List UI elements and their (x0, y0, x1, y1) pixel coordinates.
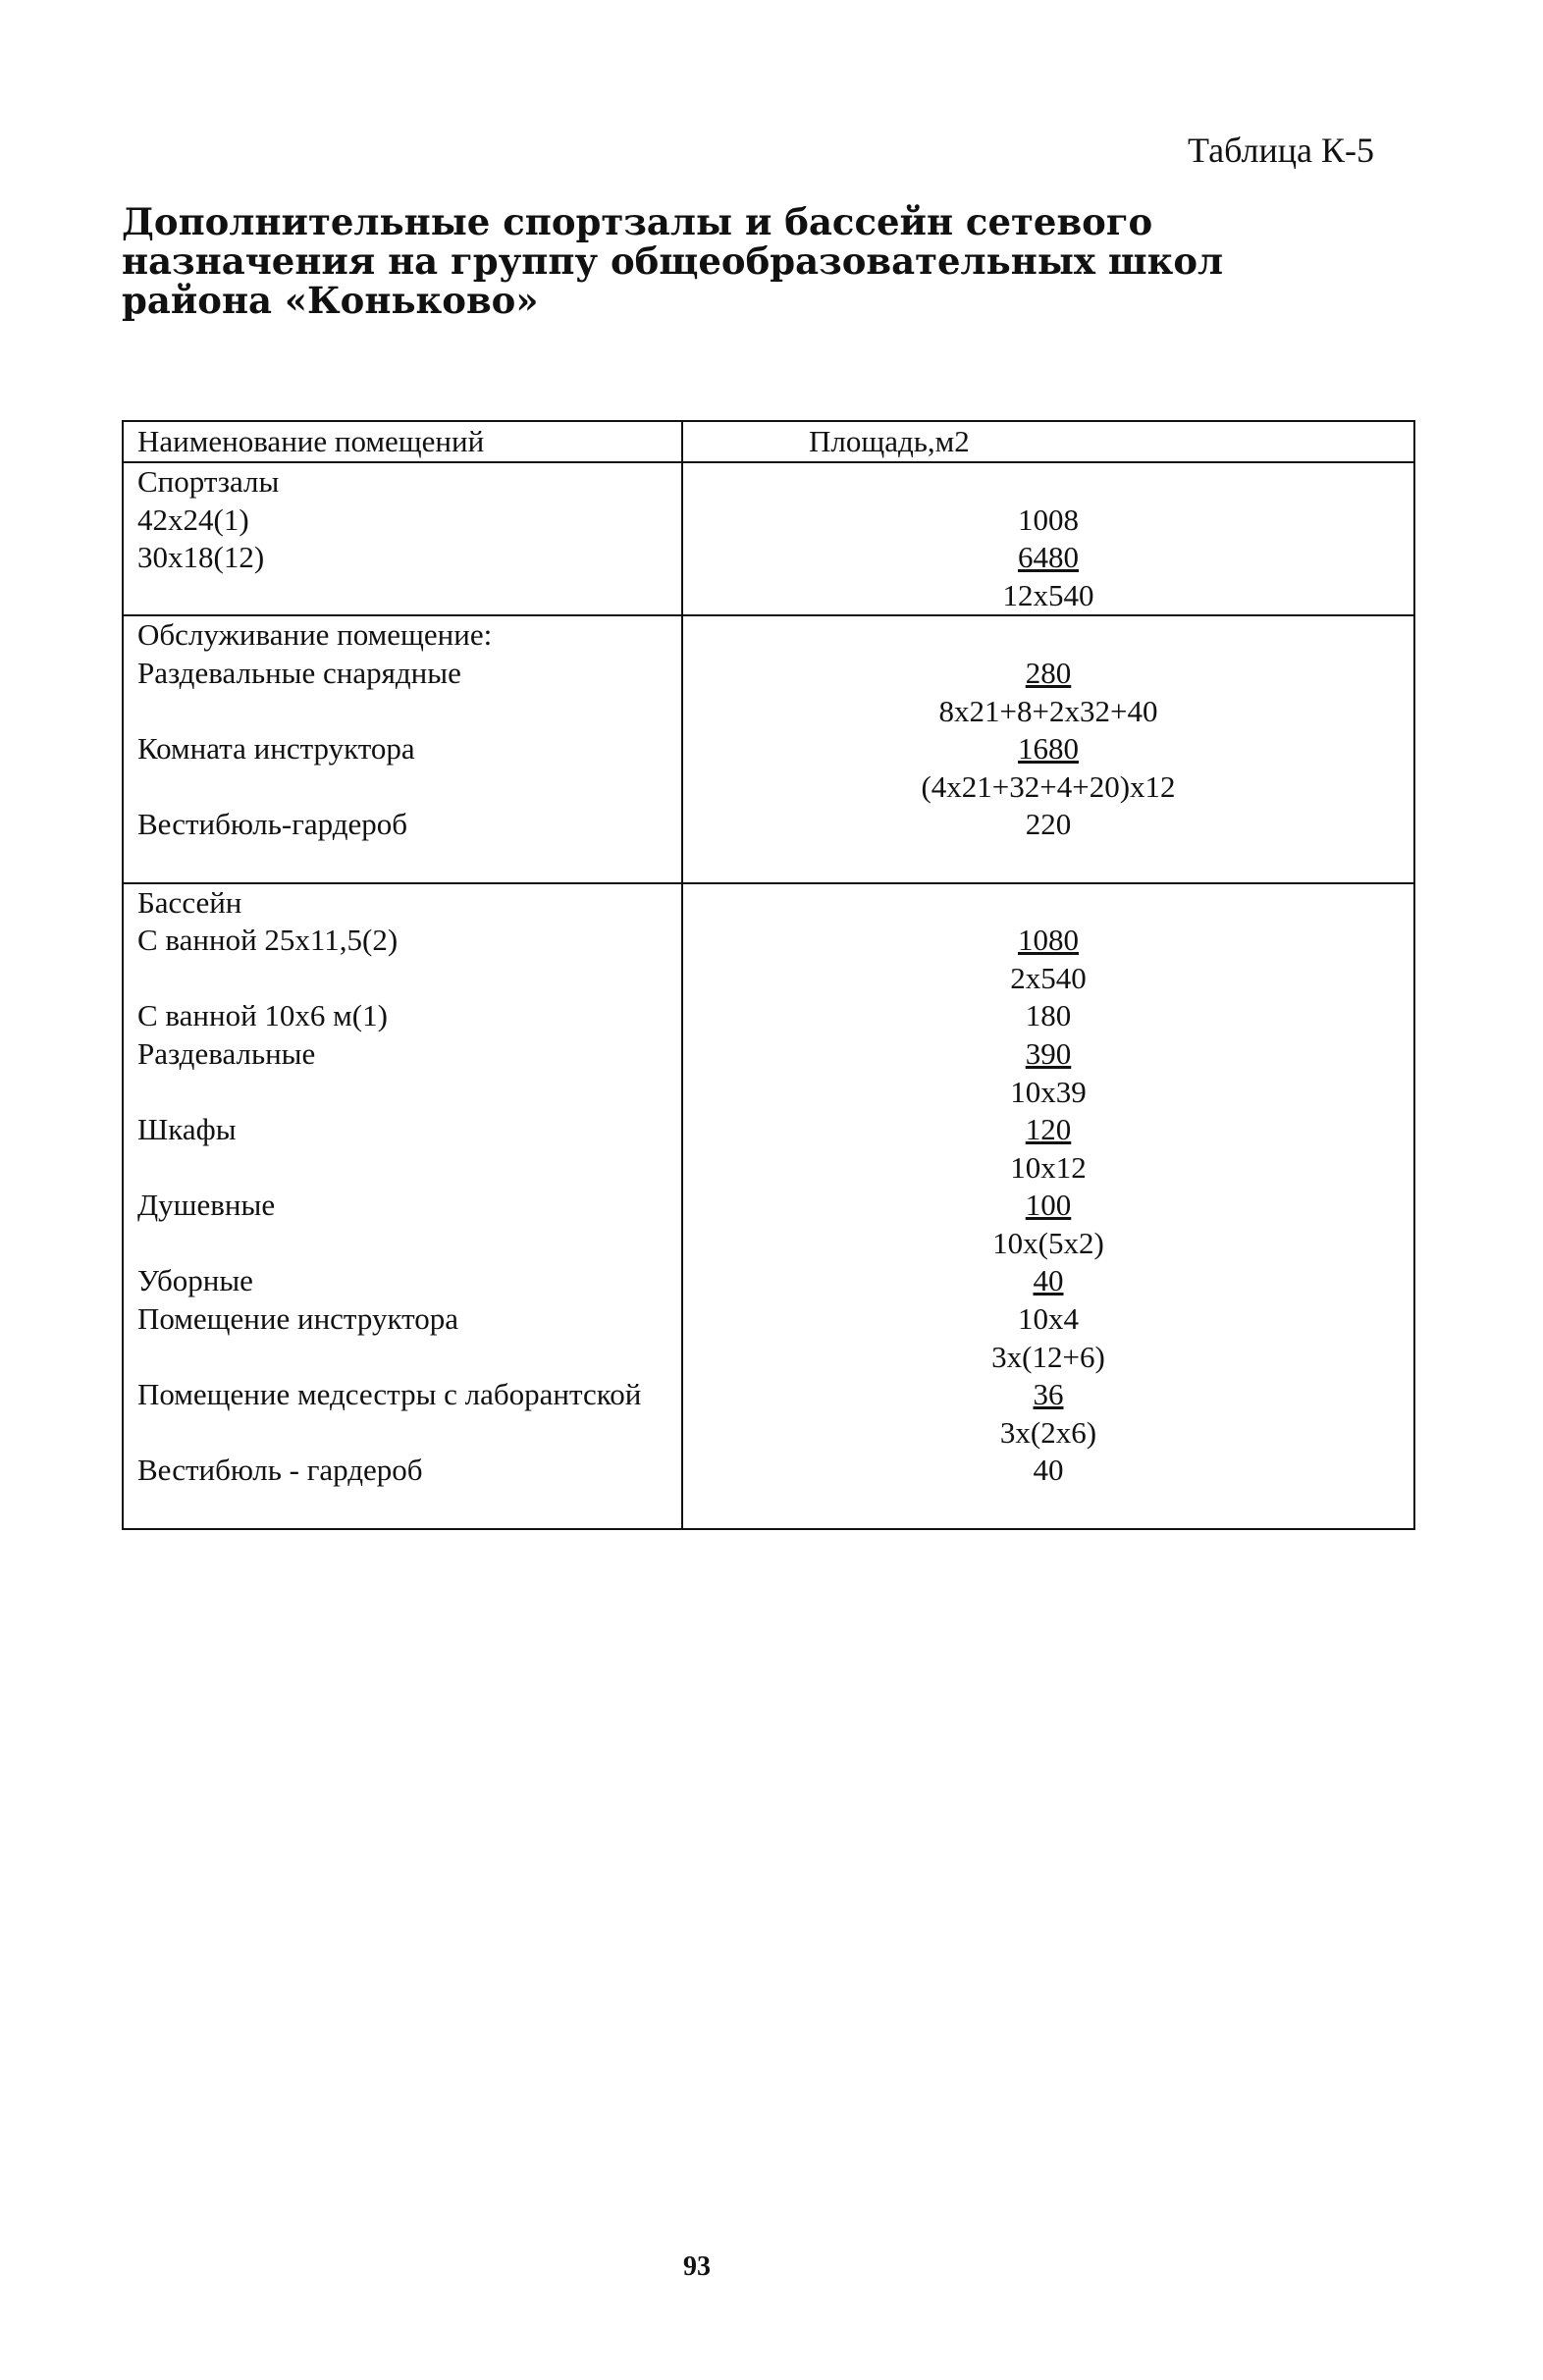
area-formula: 12x540 (1002, 577, 1094, 612)
table-label: Таблица К-5 (1188, 131, 1374, 170)
area-value: 40 (1033, 1453, 1064, 1488)
section-pool-names (123, 883, 682, 1529)
room-name: Раздевальные (137, 1035, 316, 1071)
area-formula: 10x12 (1010, 1149, 1087, 1185)
area-value: 220 (1025, 807, 1072, 842)
room-name (137, 1490, 667, 1528)
area-formula: 3x(2x6) (999, 1414, 1097, 1450)
column-header-room-name: Наименование помещений (123, 421, 682, 462)
section-service-rooms-names (123, 615, 682, 882)
room-name: Раздевальные снарядные (137, 655, 461, 690)
area-value: 6480 (1018, 540, 1079, 575)
room-name: Душевные (137, 1188, 276, 1223)
room-name (137, 693, 667, 731)
table-header-row (123, 421, 1414, 462)
section-pool-areas (682, 883, 1414, 1529)
area-value: 390 (1025, 1035, 1072, 1071)
title-line: назначения на группу общеобразовательных школ (122, 239, 1224, 283)
room-name: Уборные (137, 1263, 253, 1298)
room-name: 42x24(1) (137, 502, 249, 537)
title-line: района «Коньково» (122, 279, 539, 322)
area-value: 280 (1025, 655, 1072, 690)
section-sports-halls-areas (682, 462, 1414, 615)
area-value: 1080 (1018, 923, 1079, 958)
room-name (137, 1149, 667, 1188)
area-value: 1008 (1018, 502, 1079, 537)
area-value: 40 (1033, 1263, 1064, 1298)
room-name (137, 577, 667, 615)
area-value: 36 (1033, 1377, 1064, 1412)
area-value (697, 463, 1400, 502)
room-name: Шкафы (137, 1112, 237, 1147)
room-name: Спортзалы (137, 464, 280, 499)
room-name: С ванной 25x11,5(2) (137, 923, 399, 958)
table-row (123, 462, 1414, 615)
area-formula: 3x(12+6) (991, 1339, 1105, 1374)
table-row (123, 615, 1414, 882)
area-value: 180 (1025, 998, 1072, 1033)
room-name (137, 768, 667, 807)
room-name: Обслуживание помещение: (137, 617, 493, 653)
room-name: С ванной 10x6 м(1) (137, 998, 388, 1033)
section-service-rooms-areas (682, 615, 1414, 882)
room-name (137, 1074, 667, 1112)
room-name (137, 960, 667, 998)
area-value: 1680 (1018, 731, 1079, 767)
room-name: Вестибюль - гардероб (137, 1453, 423, 1488)
column-header-area: Площадь,м2 (682, 421, 1414, 462)
room-name: Помещение инструктора (137, 1301, 458, 1337)
room-name (137, 844, 667, 882)
room-name (137, 1414, 667, 1453)
room-name: Вестибюль-гардероб (137, 807, 408, 842)
area-formula: 2x540 (1010, 960, 1087, 995)
area-value (697, 844, 1400, 882)
room-name: Помещение медсестры с лаборантской (137, 1377, 642, 1412)
area-formula: (4x21+32+4+20)x12 (921, 768, 1176, 804)
table-row (123, 883, 1414, 1529)
room-name: Бассейн (137, 884, 242, 920)
section-sports-halls-names (123, 462, 682, 615)
title-line: Дополнительные спортзалы и бассейн сетевого (122, 200, 1153, 243)
area-formula: 10x39 (1010, 1074, 1087, 1109)
area-value (697, 1490, 1400, 1528)
area-formula: 10x4 (1018, 1301, 1079, 1337)
area-formula: 8x21+8+2x32+40 (938, 693, 1158, 728)
room-name: 30x18(12) (137, 540, 265, 575)
room-name (137, 1225, 667, 1263)
page-number: 93 (683, 2251, 711, 2282)
room-name (137, 1339, 667, 1377)
document-title (122, 202, 1398, 320)
room-name: Комната инструктора (137, 731, 415, 767)
area-value (697, 616, 1400, 655)
area-formula: 10x(5x2) (992, 1225, 1104, 1260)
area-value: 120 (1025, 1112, 1072, 1147)
area-value (697, 884, 1400, 923)
rooms-table (122, 420, 1415, 1530)
area-value: 100 (1025, 1188, 1072, 1223)
